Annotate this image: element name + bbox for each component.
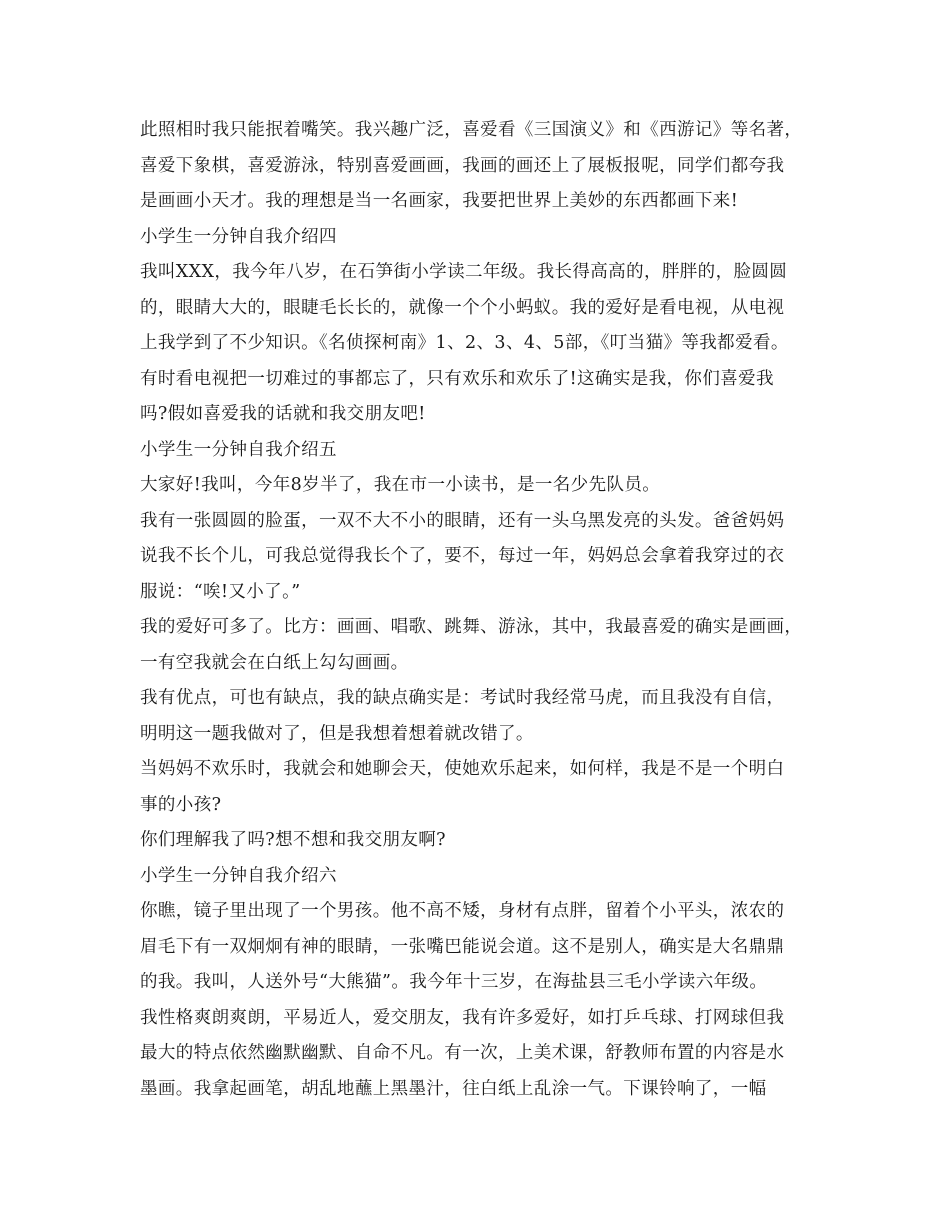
- text-line: 我性格爽朗爽朗，平易近人，爱交朋友，我有许多爱好，如打乒乓球、打网球但我: [140, 1007, 785, 1028]
- text-line: 的我。我叫，人送外号“大熊猫”。我今年十三岁，在海盐县三毛小学读六年级。: [140, 972, 768, 992]
- text-line: 的，眼睛大大的，眼睫毛长长的，就像一个个小蚂蚁。我的爱好是看电视，从电视: [140, 297, 785, 318]
- text-line: 你们理解我了吗?想不想和我交朋友啊?: [140, 830, 446, 850]
- text-line: 明明这一题我做对了，但是我想着想着就改错了。: [140, 723, 534, 744]
- text-line: 我有优点，可也有缺点，我的缺点确实是：考试时我经常马虎，而且我没有自信，: [140, 688, 785, 708]
- text-line: 喜爱下象棋，喜爱游泳，特别喜爱画画，我画的画还上了展板报呢，同学们都夸我: [140, 155, 785, 176]
- text-line: 一有空我就会在白纸上勾勾画画。: [140, 652, 409, 673]
- text-line: 墨画。我拿起画笔，胡乱地蘸上黑墨汁，往白纸上乱涂一气。下课铃响了，一幅: [140, 1078, 767, 1099]
- text-line: 我叫XXX，我今年八岁，在石笋街小学读二年级。我长得高高的，胖胖的，脸圆圆: [140, 262, 788, 282]
- text-line: 说我不长个儿，可我总觉得我长个了，要不，每过一年，妈妈总会拿着我穿过的衣: [140, 546, 785, 566]
- text-line: 上我学到了不少知识。《名侦探柯南》1、2、3、4、5部，《叮当猫》等我都爱看。: [140, 333, 789, 353]
- text-line: 眉毛下有一双炯炯有神的眼睛，一张嘴巴能说会道。这不是别人，确实是大名鼎鼎: [140, 936, 785, 957]
- text-line: 事的小孩?: [140, 794, 222, 815]
- section-heading: 小学生一分钟自我介绍五: [140, 439, 337, 460]
- text-line: 服说：“唉!又小了。”: [140, 581, 301, 602]
- text-line: 我有一张圆圆的脸蛋，一双不大不小的眼睛，还有一头乌黑发亮的头发。爸爸妈妈: [140, 510, 785, 531]
- text-line: 吗?假如喜爱我的话就和我交朋友吧!: [140, 404, 426, 424]
- section-heading: 小学生一分钟自我介绍六: [140, 865, 337, 886]
- text-line: 我的爱好可多了。比方：画画、唱歌、跳舞、游泳，其中，我最喜爱的确实是画画，: [140, 617, 803, 637]
- text-line: 大家好!我叫，今年8岁半了，我在市一小读书，是一名少先队员。: [140, 475, 661, 495]
- document-body: [140, 113, 830, 1107]
- section-heading: 小学生一分钟自我介绍四: [140, 226, 337, 247]
- text-line: 有时看电视把一切难过的事都忘了，只有欢乐和欢乐了!这确实是我，你们喜爱我: [140, 368, 774, 389]
- text-line: 当妈妈不欢乐时，我就会和她聊会天，使她欢乐起来，如何样，我是不是一个明白: [140, 759, 785, 779]
- text-line: 是画画小天才。我的理想是当一名画家，我要把世界上美妙的东西都画下来!: [140, 191, 739, 211]
- text-line: 此照相时我只能抿着嘴笑。我兴趣广泛，喜爱看《三国演义》和《西游记》等名著，: [140, 120, 803, 140]
- text-line: 最大的特点依然幽默幽默、自命不凡。有一次，上美术课，舒教师布置的内容是水: [140, 1043, 785, 1063]
- text-line: 你瞧，镜子里出现了一个男孩。他不高不矮，身材有点胖，留着个小平头，浓农的: [140, 901, 785, 921]
